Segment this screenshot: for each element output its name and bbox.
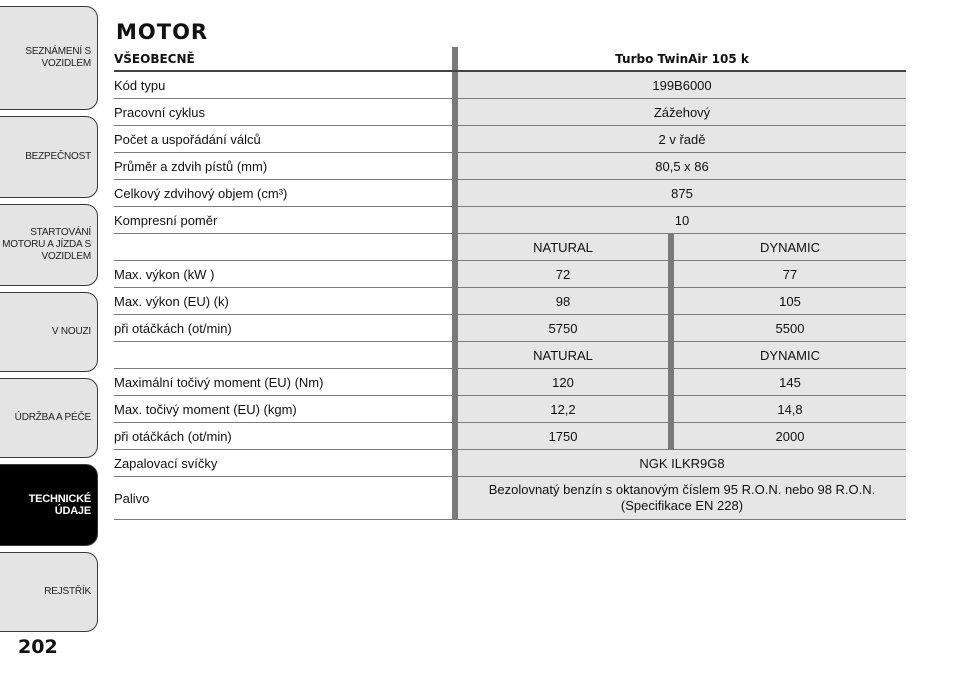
sidebar-tab-emergency[interactable] (0, 292, 98, 372)
dynamic-value: 77 (674, 261, 906, 287)
dynamic-value: DYNAMIC (674, 234, 906, 260)
row-label (114, 342, 452, 368)
sidebar-tab-label: BEZPEČNOST (25, 151, 91, 162)
dynamic-value: 5500 (674, 315, 906, 341)
split-value (458, 396, 906, 422)
table-row (114, 288, 906, 315)
natural-value: 120 (458, 369, 668, 395)
row-label: Max. výkon (EU) (k) (114, 293, 229, 309)
split-value (458, 288, 906, 314)
table-row (114, 342, 906, 369)
natural-value: 5750 (458, 315, 668, 341)
page-title: MOTOR (116, 20, 209, 44)
row-value: 80,5 x 86 (458, 153, 906, 179)
sidebar-tab-technical-data[interactable] (0, 464, 98, 546)
row-label: Celkový zdvihový objem (cm³) (114, 185, 288, 201)
row-label: Kód typu (114, 77, 166, 93)
sidebar-tab-maintenance[interactable] (0, 378, 98, 458)
table-row (114, 207, 906, 234)
table-row (114, 99, 906, 126)
natural-value: 1750 (458, 423, 668, 449)
table-row (114, 450, 906, 477)
table-row (114, 477, 906, 520)
dynamic-value: 14,8 (674, 396, 906, 422)
row-label (114, 234, 452, 260)
dynamic-value: 2000 (674, 423, 906, 449)
row-label: Průměr a zdvih pístů (mm) (114, 158, 268, 174)
natural-value: NATURAL (458, 342, 668, 368)
row-value: 10 (458, 207, 906, 233)
sidebar-tab-label: TECHNICKÉ ÚDAJE (28, 493, 91, 517)
table-header-row (114, 47, 906, 72)
fuel-spec-line-2: (Specifikace EN 228) (620, 498, 744, 513)
dynamic-value: 105 (674, 288, 906, 314)
row-label: Zapalovací svíčky (114, 455, 218, 471)
table-row (114, 261, 906, 288)
sidebar-tab-index[interactable] (0, 552, 98, 632)
row-label: Max. točivý moment (EU) (kgm) (114, 401, 297, 417)
dynamic-value: 145 (674, 369, 906, 395)
engine-spec-table (114, 47, 906, 520)
row-label: Maximální točivý moment (EU) (Nm) (114, 374, 324, 390)
row-value: Zážehový (458, 99, 906, 125)
row-value: 199B6000 (458, 72, 906, 98)
row-label: Počet a uspořádání válců (114, 131, 261, 147)
table-row (114, 126, 906, 153)
split-value (458, 234, 906, 260)
header-label: VŠEOBECNĚ (114, 51, 195, 66)
row-label: Max. výkon (kW ) (114, 266, 215, 282)
table-row (114, 72, 906, 99)
natural-value: NATURAL (458, 234, 668, 260)
split-value (458, 342, 906, 368)
row-value (458, 477, 906, 519)
row-value: 875 (458, 180, 906, 206)
sidebar-tab-safety[interactable] (0, 116, 98, 198)
sidebar-tab-starting-driving[interactable] (0, 204, 98, 286)
sidebar-tab-label: V NOUZI (51, 326, 91, 337)
row-label: Pracovní cyklus (114, 104, 206, 120)
sidebar-tab-introduction[interactable] (0, 6, 98, 110)
table-row (114, 423, 906, 450)
row-value: 2 v řadě (458, 126, 906, 152)
split-value (458, 261, 906, 287)
header-value: Turbo TwinAir 105 k (458, 47, 906, 70)
row-label: při otáčkách (ot/min) (114, 320, 232, 336)
table-row (114, 234, 906, 261)
table-row (114, 180, 906, 207)
table-row (114, 396, 906, 423)
split-value (458, 315, 906, 341)
row-value: NGK ILKR9G8 (458, 450, 906, 476)
table-row (114, 153, 906, 180)
sidebar-tab-label: REJSTŘÍK (44, 586, 91, 597)
row-label: Palivo (114, 490, 150, 506)
natural-value: 72 (458, 261, 668, 287)
natural-value: 98 (458, 288, 668, 314)
row-label: Kompresní poměr (114, 212, 218, 228)
page-number: 202 (18, 636, 58, 658)
split-value (458, 423, 906, 449)
row-label: při otáčkách (ot/min) (114, 428, 232, 444)
table-row (114, 369, 906, 396)
sidebar-tab-label: STARTOVÁNÍ MOTORU A JÍZDA S VOZIDLEM (2, 227, 91, 262)
table-row (114, 315, 906, 342)
sidebar-tab-label: SEZNÁMENÍ S VOZIDLEM (25, 46, 91, 69)
sidebar-tab-label: ÚDRŽBA A PÉČE (14, 412, 91, 423)
fuel-spec-line-1: Bezolovnatý benzín s oktanovým číslem 95 R.O.N. nebo 98 R.O.N. (488, 482, 876, 497)
natural-value: 12,2 (458, 396, 668, 422)
split-value (458, 369, 906, 395)
dynamic-value: DYNAMIC (674, 342, 906, 368)
